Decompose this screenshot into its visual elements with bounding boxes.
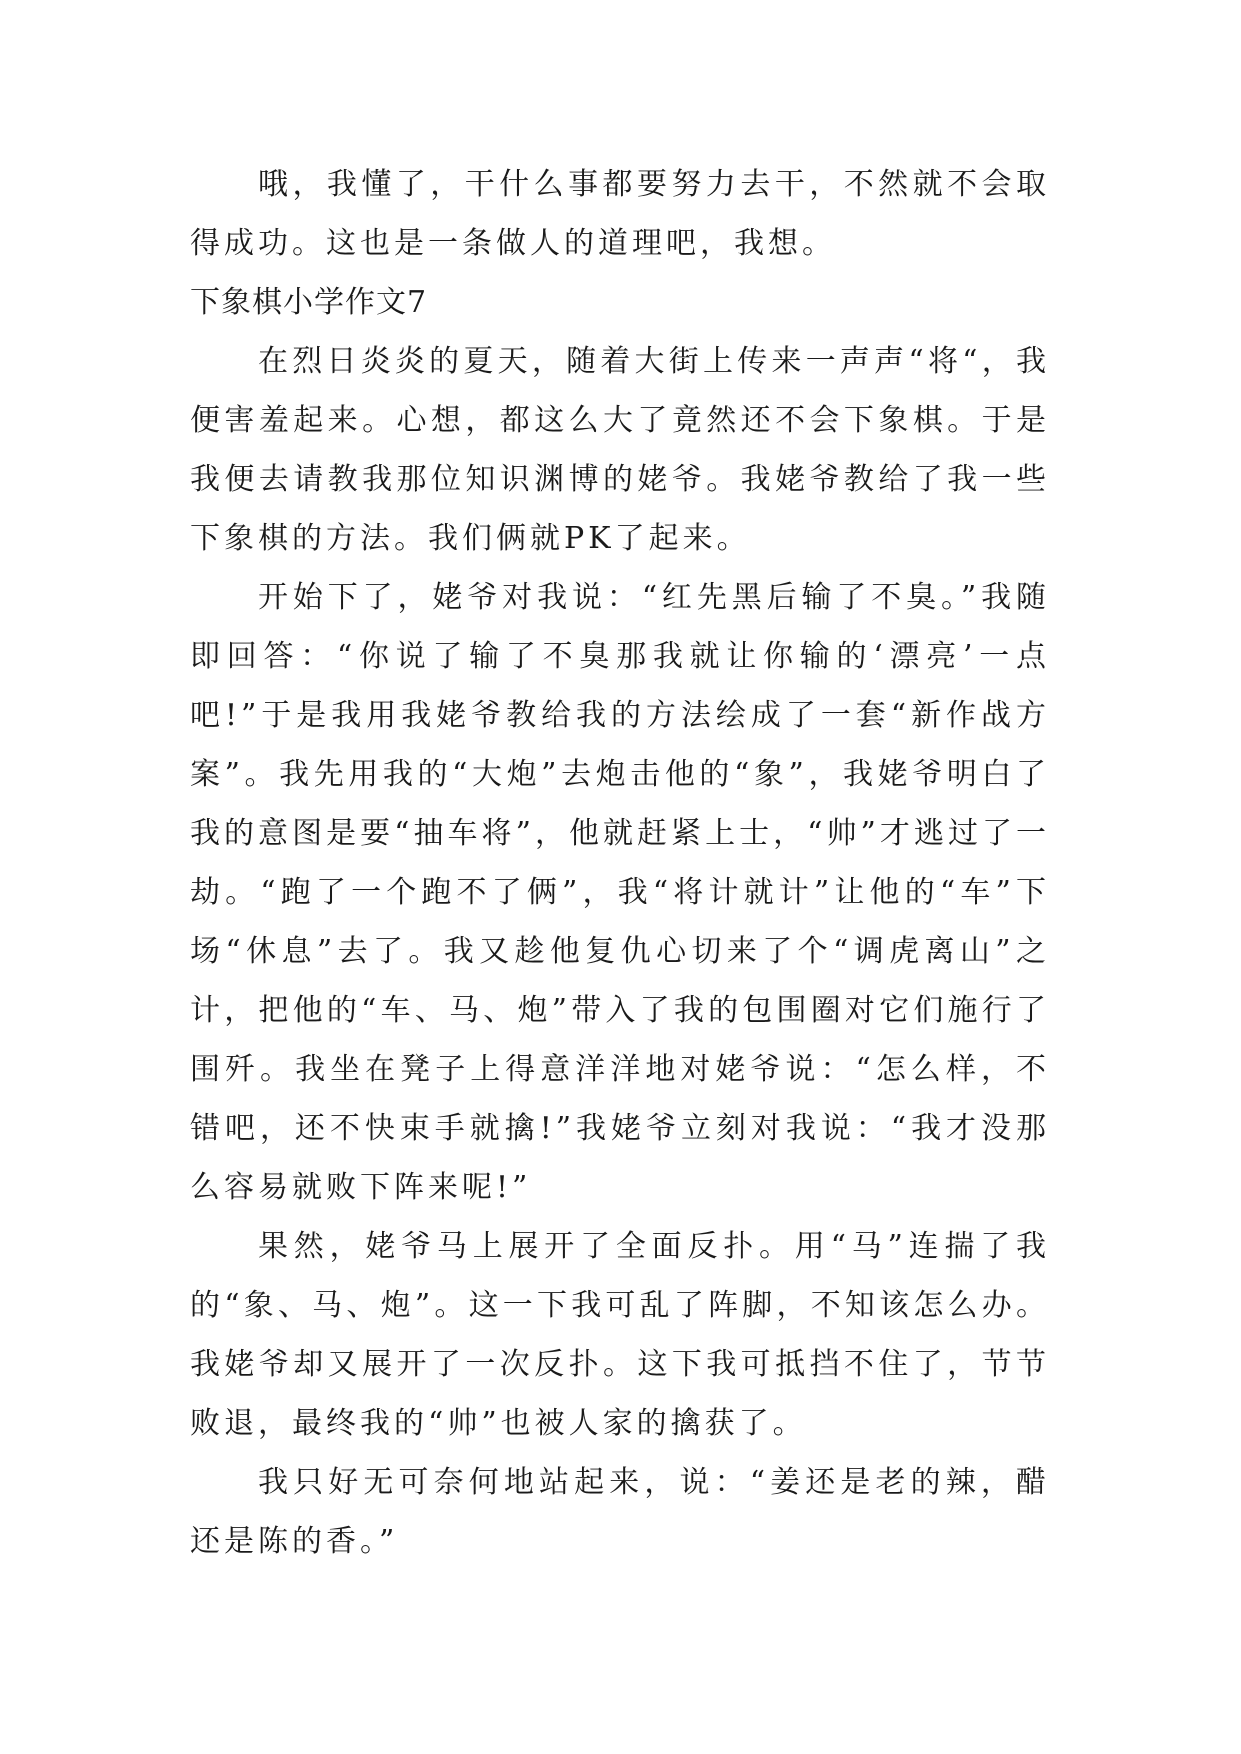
- essay-heading: 下象棋小学作文7: [190, 285, 428, 320]
- paragraph-2: 开始下了，姥爷对我说：“红先黑后输了不臭。”我随即回答：“你说了输了不臭那我就让你输的‘漂亮’一点吧!”于是我用我姥爷教给我的方法绘成了一套“新作战方案”。我先用我的“大炮”去炮击他的“象”，我姥爷明白了我的意图是要“抽车将”，他就赶紧上士，“帅”才逃过了一劫。“跑了一个跑不了俩”，我“将计就计”让他的“车”下场“休息”去了。我又趁他复仇心切来了个“调虎离山”之计，把他的“车、马、炮”带入了我的包围圈对它们施行了围歼。我坐在凳子上得意洋洋地对姥爷说：“怎么样，不错吧，还不快束手就擒!”我姥爷立刻对我说：“我才没那么容易就败下阵来呢!”: [190, 580, 1050, 1205]
- paragraph-1: 在烈日炎炎的夏天，随着大街上传来一声声“将“，我便害羞起来。心想，都这么大了竟然还不会下象棋。于是我便去请教我那位知识渊博的姥爷。我姥爷教给了我一些下象棋的方法。我们俩就PK了起来。: [190, 344, 1050, 556]
- paragraph-3: 果然，姥爷马上展开了全面反扑。用“马”连揣了我的“象、马、炮”。这一下我可乱了阵脚，不知该怎么办。我姥爷却又展开了一次反扑。这下我可抵挡不住了，节节败退，最终我的“帅”也被人家的擒获了。: [190, 1229, 1050, 1441]
- paragraph-4: 我只好无可奈何地站起来，说：“姜还是老的辣，醋还是陈的香。”: [190, 1465, 1050, 1559]
- paragraph-intro: 哦，我懂了，干什么事都要努力去干，不然就不会取得成功。这也是一条做人的道理吧，我想。: [190, 167, 1050, 261]
- document-body: [190, 155, 1050, 1571]
